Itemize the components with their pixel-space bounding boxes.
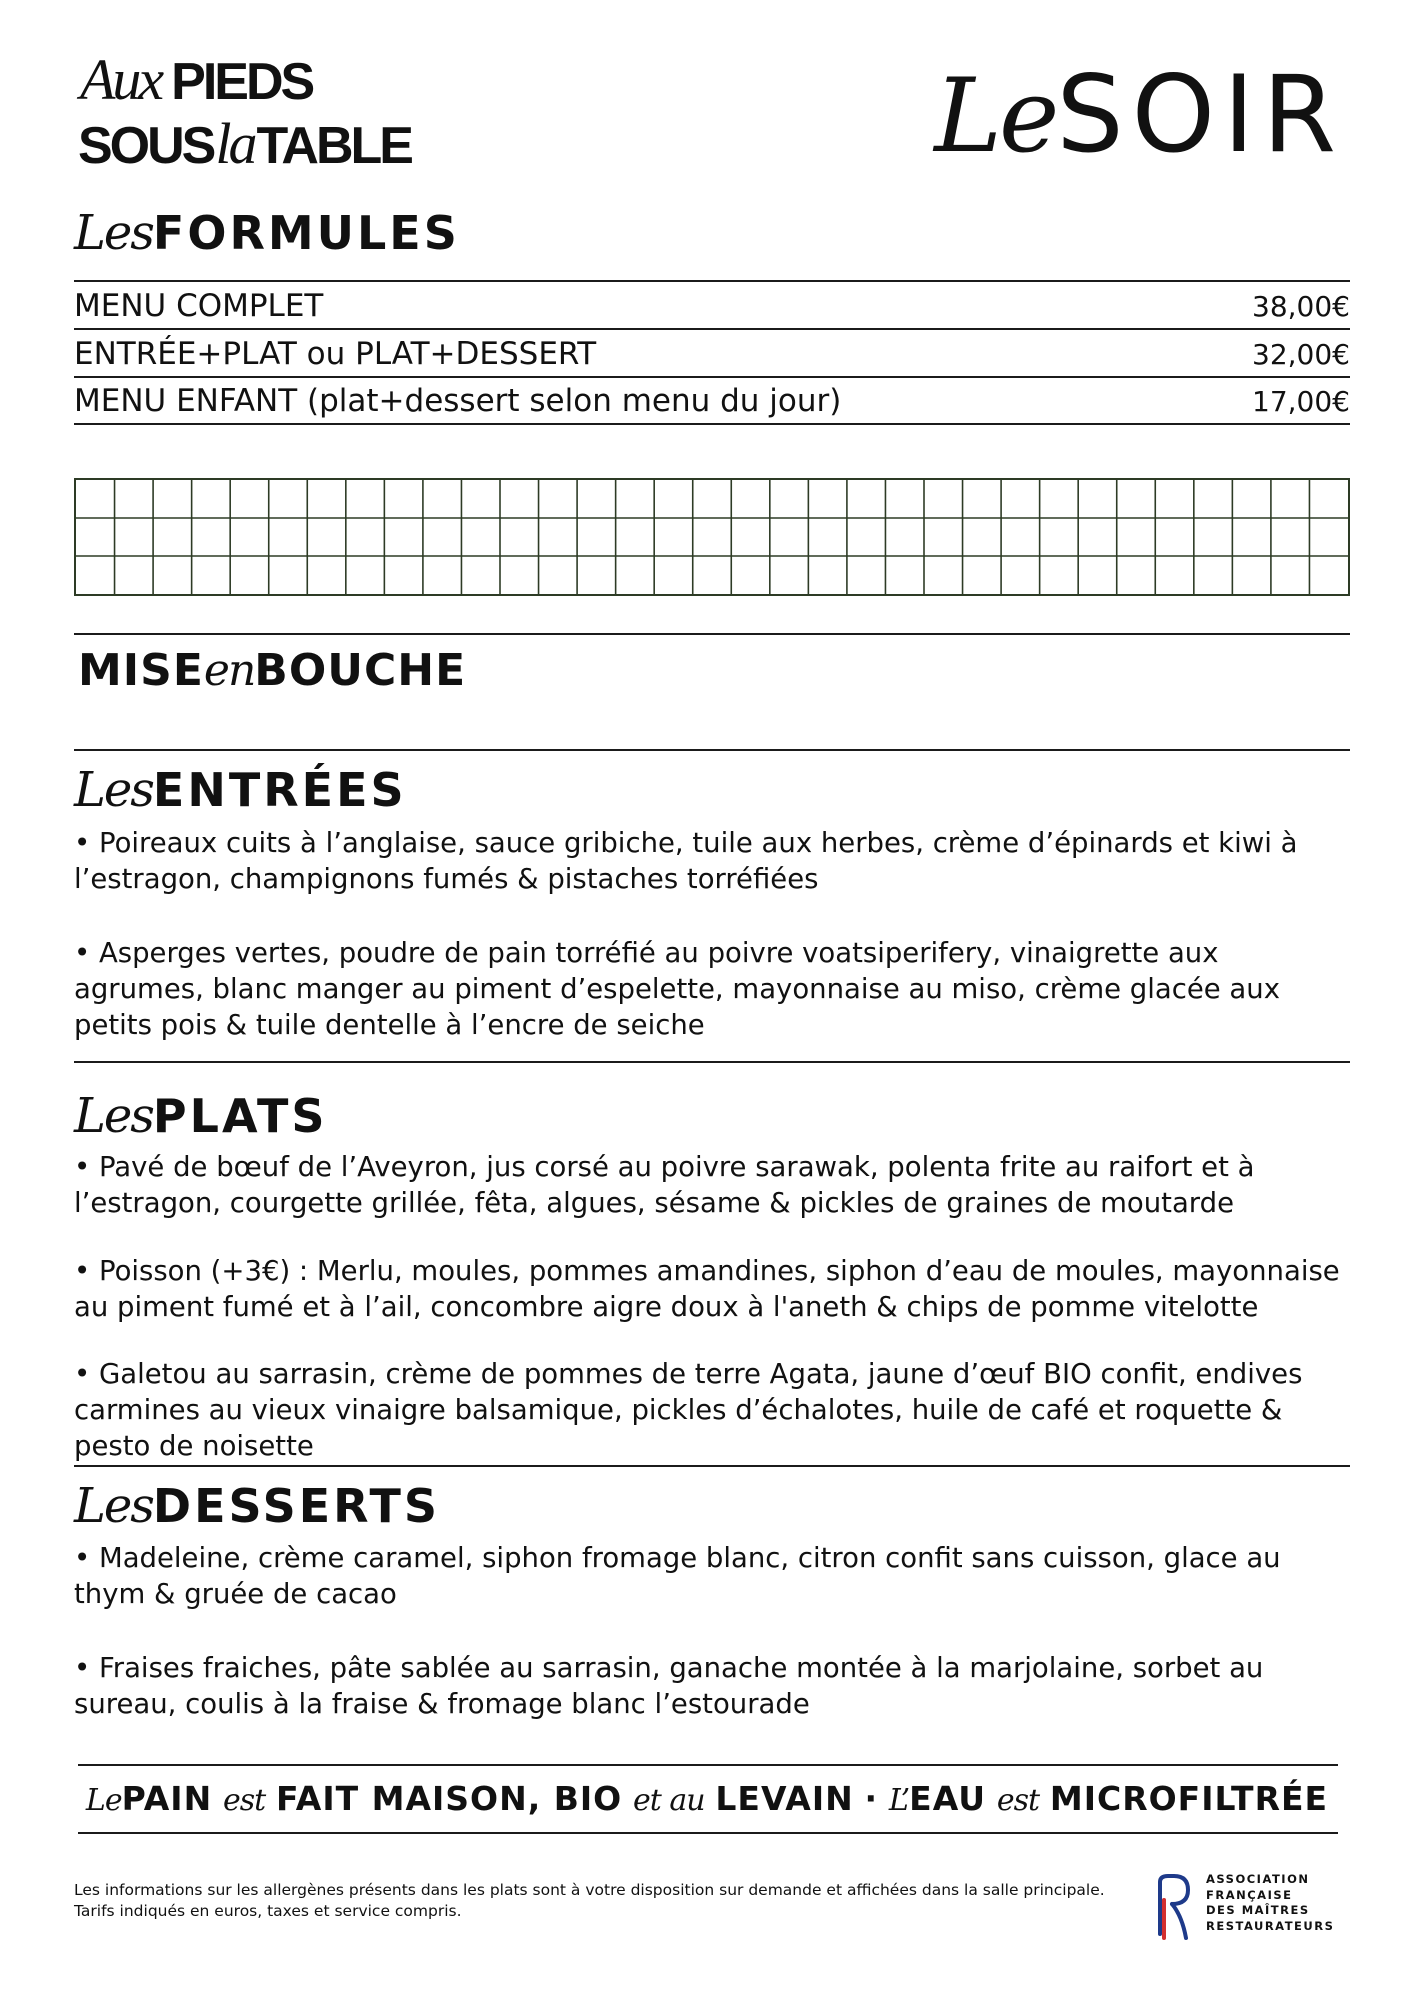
mise-en-bouche-en: en [203,645,255,696]
association-line: FRANÇAISE [1206,1887,1293,1902]
menu-item: • Galetou au sarrasin, crème de pommes de terre Agata, jaune d’œuf BIO confit, endives carmines au vieux vinaigre balsamique, pickles d’échalotes, huile de café et roquette & pesto de noisette [74,1358,1303,1462]
menu-item: • Madeleine, crème caramel, siphon fromage blanc, citron confit sans cuisson, glace au thym & gruée de cacao [74,1542,1281,1610]
divider [74,423,1350,425]
banner-eau: EAU [909,1779,987,1818]
mise-en-bouche-heading [78,645,466,696]
banner-levain: LEVAIN [715,1779,854,1818]
plats-heading-caps: PLATS [152,1089,328,1143]
banner-l-apostrophe: L’ [888,1783,910,1818]
banner-microfiltree: MICROFILTRÉE [1049,1779,1329,1818]
plats-heading [74,1088,327,1144]
allergen-note-line-1: Les informations sur les allergènes présents dans les plats sont à votre disposition sur demande et affichées dans la salle principale. [74,1881,1105,1899]
formula-price: 32,00€ [1252,337,1350,371]
divider [74,1465,1350,1467]
allergen-note-line-2: Tarifs indiqués en euros, taxes et service compris. [74,1902,462,1920]
formules-heading-les: Les [74,205,153,261]
bread-water-banner [74,1772,1340,1826]
page-title-le: Le [934,57,1057,176]
divider [78,1764,1338,1766]
association-line: RESTAURATEURS [1206,1918,1335,1933]
desserts-heading-les: Les [74,1478,153,1534]
desserts-heading [74,1478,440,1534]
logo-la: la [215,111,255,176]
formula-label: ENTRÉE+PLAT ou PLAT+DESSERT [74,336,597,372]
divider [74,633,1350,635]
logo-sous: SOUS [78,117,214,175]
menu-item: • Poireaux cuits à l’anglaise, sauce gribiche, tuile aux herbes, crème d’épinards et kiwi à l’estragon, champignons fumés & pistaches torréfiées [74,827,1298,895]
logo-table: TABLE [256,117,411,175]
menu-item: • Poisson (+3€) : Merlu, moules, pommes amandines, siphon d’eau de moules, mayonnaise au piment fumé et à l’ail, concombre aigre doux à l'aneth & chips de pomme vitelotte [74,1255,1340,1323]
banner-est-2: est [996,1783,1040,1818]
banner-est: est [223,1783,266,1818]
banner-fait-maison: FAIT MAISON, BIO [276,1779,623,1818]
formula-label: MENU ENFANT (plat+dessert selon menu du jour) [74,383,842,419]
page-title [934,50,1344,180]
desserts-heading-caps: DESSERTS [152,1479,441,1533]
menu-item: • Pavé de bœuf de l’Aveyron, jus corsé au poivre sarawak, polenta frite au raifort et à l’estragon, courgette grillée, fêta, algues, sésame & pickles de graines de moutarde [74,1151,1255,1219]
logo-pieds: PIEDS [171,53,313,111]
plats-heading-les: Les [74,1088,153,1144]
association-line: DES MAÎTRES [1206,1903,1310,1917]
association-name [1206,1872,1334,1934]
banner-separator: · [864,1779,879,1818]
mise-en-bouche-mise: MISE [78,645,204,696]
formules-heading [74,205,460,261]
divider [74,749,1350,751]
maitres-restaurateurs-badge [1150,1872,1350,1942]
formula-row [74,378,1350,424]
banner-le: Le [85,1783,122,1818]
menu-item: • Asperges vertes, poudre de pain torréfié au poivre voatsiperifery, vinaigrette aux agrumes, blanc manger au piment d’espelette, mayonnaise au miso, crème glacée aux petits pois & tuile dentelle à l’encre de seiche [74,937,1280,1041]
allergen-note [74,1880,1154,1922]
entrees-heading [74,762,407,818]
banner-et-au: et au [633,1783,705,1818]
divider [74,1061,1350,1063]
formules-heading-caps: FORMULES [152,206,460,260]
maitres-restaurateurs-logo-icon [1150,1872,1196,1942]
logo-line-1 [80,47,313,112]
restaurant-logo [78,47,508,176]
banner-pain: PAIN [121,1779,213,1818]
divider [78,1832,1338,1834]
formula-price: 38,00€ [1252,289,1350,323]
association-line: ASSOCIATION [1206,1872,1310,1886]
logo-aux: Aux [80,47,162,112]
menu-item: • Fraises fraiches, pâte sablée au sarrasin, ganache montée à la marjolaine, sorbet au sureau, coulis à la fraise & fromage blanc l’estourade [74,1652,1264,1720]
formula-label: MENU COMPLET [74,288,324,324]
entrees-heading-les: Les [74,762,153,818]
formula-price: 17,00€ [1252,384,1350,418]
divider [74,328,1350,330]
entrees-heading-caps: ENTRÉES [152,763,407,817]
formula-row [74,283,1350,329]
mise-en-bouche-bouche: BOUCHE [254,645,467,696]
logo-line-2 [78,111,411,176]
divider [74,280,1350,282]
page-title-soir: SOIR [1056,53,1344,176]
formula-row [74,331,1350,377]
decorative-grid [74,478,1350,596]
